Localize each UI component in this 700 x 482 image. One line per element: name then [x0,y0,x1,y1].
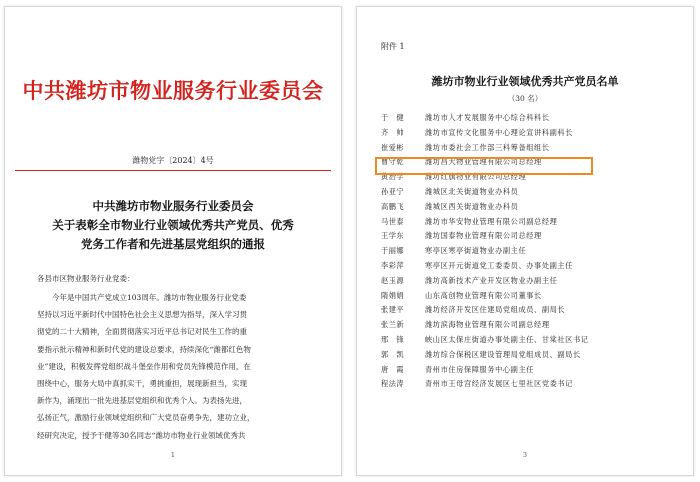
notice-title [5,197,341,254]
roster-title: 潍坊滨海物业管理有限公司副总经理 [425,320,550,330]
body-line: 今年是中国共产党成立103周年。潍坊市物业服务行业党委 [52,293,247,302]
roster-row [381,244,681,259]
salutation: 各县市区物业服务行业党委： [37,274,135,283]
roster-name: 程法涛 [381,379,405,389]
roster-title: 青州市王母宫经济发展区七里社区党委书记 [425,379,573,389]
roster-row [381,229,681,244]
list-title: 潍坊市物业行业领域优秀共产党员名单 [431,75,619,88]
roster-row [381,200,681,215]
document-number: 潍物党字〔2024〕4号 [132,156,214,165]
roster-row [381,259,681,274]
roster-row [381,274,681,289]
roster-name: 邢 锋 [381,334,405,344]
red-divider [15,170,331,171]
roster-row [381,333,681,348]
roster-title: 潍坊高新技术产业开发区物业办副主任 [425,275,558,285]
roster-title: 潍坊经济开发区住建局党组成员、副局长 [425,305,566,315]
roster-name: 高鹏飞 [381,201,405,211]
roster-row [381,185,681,200]
roster-title: 潍坊市宣传文化服务中心理论宣讲科副科长 [425,127,573,137]
roster-name: 唐 霞 [381,364,405,374]
roster-title: 潍城区北关街道物业办科员 [425,186,519,196]
notice-title-line: 关于表彰全市物业行业领域优秀共产党员、优秀 [52,218,294,232]
body-line: 要指示批示精神和新时代党的建设总要求，持续深化“潍都红色物 [37,344,251,354]
roster-row [381,126,681,141]
roster-name: 张兰新 [381,320,405,330]
roster-name: 黄治学 [381,172,405,182]
roster-name: 齐 帅 [381,127,405,137]
org-title: 中共潍坊市物业服务行业委员会 [22,79,324,103]
roster-row [381,363,681,378]
roster-row [381,303,681,318]
roster-title: 山东高创物业管理有限公司董事长 [425,290,542,300]
roster-title: 寒亭区寒亭街道物业办副主任 [425,246,527,256]
roster-name: 曹守乾 [381,157,405,167]
left-document-page [4,6,342,476]
body-line: 新作为，涌现出一批先进基层党组织和优秀个人。为表扬先进， [37,396,247,406]
roster-title: 潍城区西关街道物业办科员 [425,201,519,211]
page-number: 3 [522,451,528,459]
roster-name: 马世泰 [381,216,405,226]
roster-title: 青州市住房保障服务中心副主任 [425,364,535,374]
attachment-label: 附件 1 [381,42,405,51]
roster-name: 郭 凯 [381,349,405,359]
roster-name: 李彩萍 [381,260,405,270]
right-document-page [356,6,694,476]
roster-title: 潍坊综合保税区建设管理局党组成员、副局长 [425,349,581,359]
roster-row [381,289,681,304]
roster-name: 孙亚宁 [381,186,405,196]
roster-title: 峡山区太保庄街道办事处副主任、甘棠社区书记 [425,334,589,344]
page-number: 1 [170,451,176,459]
roster-row [381,215,681,230]
roster-title: 潍坊市委社会工作部三科筹备组组长 [425,142,550,152]
roster-title: 寒亭区开元街道党工委委员、办事处副主任 [425,260,573,270]
roster-row [381,318,681,333]
notice-title-line: 党务工作者和先进基层党组织的通报 [81,237,265,251]
roster-row [381,111,681,126]
roster-row [381,377,681,392]
roster-list [381,111,681,392]
roster-name: 张建平 [381,305,405,315]
notice-title-line: 中共潍坊市物业服务行业委员会 [92,199,254,213]
roster-name: 崔爱彬 [381,142,405,152]
body-line: 经研究决定，授予于健等30名同志“潍坊市物业行业领域优秀共 [37,430,246,440]
body-line: 围绕中心，服务大局中真抓实干，勇挑重担，展现新担当，实现 [37,379,247,389]
roster-name: 王学东 [381,231,405,241]
roster-name: 于丽娜 [381,246,405,256]
body-line: 业”建设，积极发挥党组织战斗堡垒作用和党员先锋模范作用，在 [37,361,251,371]
roster-row [381,141,681,156]
roster-title: 潍坊市人才发展服务中心综合科科长 [425,113,550,122]
list-count: （30 名） [507,94,543,103]
roster-name: 于 健 [381,113,405,122]
roster-title: 潍坊昌大物业管理有限公司总经理 [425,157,542,167]
body-line: 彻党的二十大精神，全面贯彻落实习近平总书记对民生工作的重 [37,327,247,337]
roster-title: 潍坊国泰物业管理有限公司总经理 [425,231,542,241]
roster-name: 隋娟娟 [381,290,405,300]
roster-name: 赵玉源 [381,275,405,285]
body-text [37,289,317,444]
body-line: 坚持以习近平新时代中国特色社会主义思想为指导，深入学习贯 [37,310,247,320]
highlight-box [375,157,593,175]
body-line: 弘扬正气，激励行业领域党组织和广大党员奋勇争先，建功立业， [37,413,255,423]
roster-row [381,348,681,363]
roster-title: 潍坊市华安物业管理有限公司副总经理 [425,216,558,226]
roster-title: 潍坊红旗物业有限公司总经理 [425,172,527,182]
